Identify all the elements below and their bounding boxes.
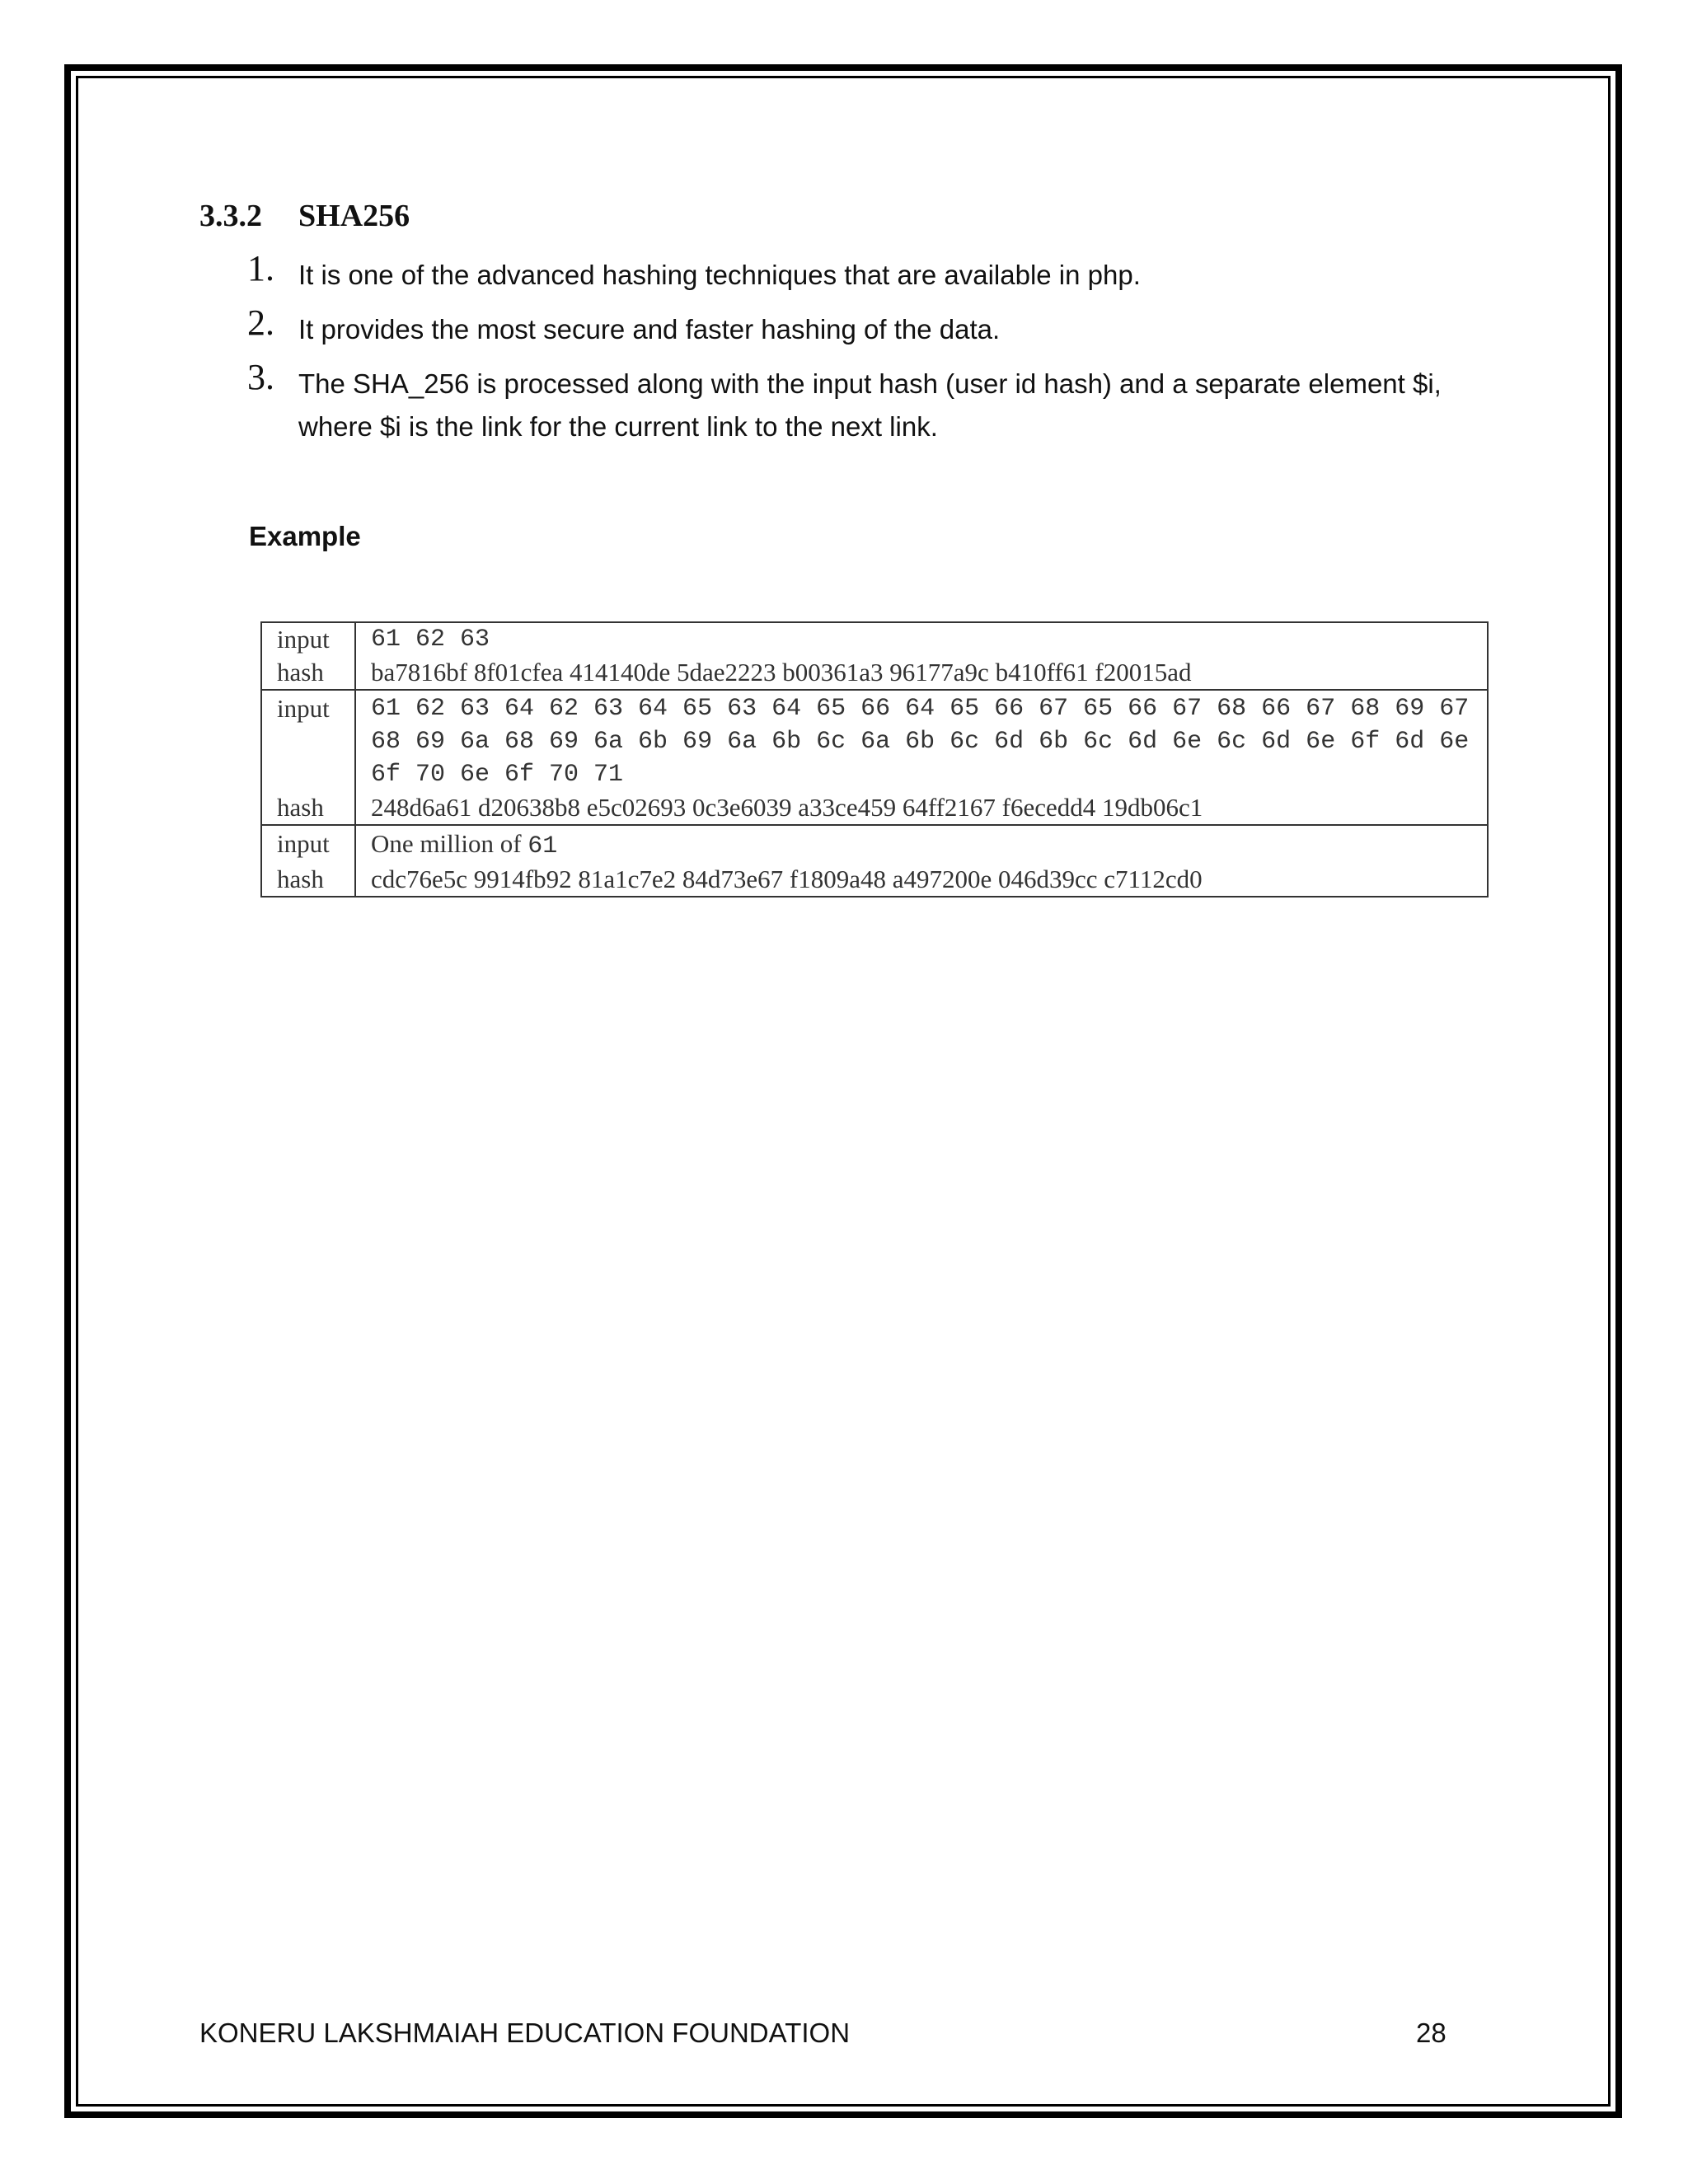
footer-organization: KONERU LAKSHMAIAH EDUCATION FOUNDATION — [199, 2018, 851, 2048]
list-marker: 3. — [247, 357, 274, 397]
list-item-text: The SHA_256 is processed along with the input hash (user id hash) and a separate element $i, where $i is the link for the current link to the next link. — [298, 368, 1442, 442]
row-label: hash — [261, 863, 355, 897]
input-value: 61 62 63 64 62 63 64 65 63 64 65 66 64 65 66 67 65 66 67 68 66 67 68 69 67 — [355, 690, 1488, 725]
table-row — [261, 690, 1488, 725]
sha256-test-vectors-table — [260, 621, 1489, 898]
list-marker: 2. — [247, 302, 274, 343]
hash-value: ba7816bf 8f01cfea 414140de 5dae2223 b00361a3 96177a9c b410ff61 f20015ad — [371, 658, 1192, 687]
list-item — [247, 357, 1517, 448]
section-heading — [199, 198, 410, 234]
row-label: input — [261, 825, 355, 863]
list-marker: 1. — [247, 248, 274, 288]
points-list — [247, 248, 1517, 460]
hash-value: cdc76e5c 9914fb92 81a1c7e2 84d73e67 f1809a48 a497200e 046d39cc c7112cd0 — [371, 865, 1203, 893]
input-value: 6f 70 6e 6f 70 71 — [371, 761, 624, 789]
table-row — [261, 758, 1488, 791]
table-row — [261, 791, 1488, 825]
row-label: hash — [261, 791, 355, 825]
input-value: 61 62 63 — [371, 626, 490, 654]
input-code: 61 — [528, 832, 558, 860]
row-label: hash — [261, 656, 355, 690]
list-item-text: It is one of the advanced hashing techniques that are available in php. — [298, 260, 1141, 290]
row-label: input — [261, 690, 355, 725]
section-number: 3.3.2 — [199, 199, 262, 233]
table-row — [261, 725, 1488, 758]
footer-page-number: 28 — [1416, 2018, 1447, 2048]
example-label: Example — [249, 521, 361, 551]
hash-value: 248d6a61 d20638b8 e5c02693 0c3e6039 a33ce459 64ff2167 f6ecedd4 19db06c1 — [371, 793, 1203, 822]
table-row — [261, 863, 1488, 897]
row-label: input — [261, 622, 355, 656]
table-row — [261, 656, 1488, 690]
table-row — [261, 622, 1488, 656]
row-label-empty — [261, 725, 355, 758]
list-item — [247, 248, 1517, 297]
input-text: One million of — [371, 829, 528, 858]
row-label-empty — [261, 758, 355, 791]
section-title: SHA256 — [298, 199, 410, 233]
input-value — [355, 825, 1488, 863]
list-item — [247, 302, 1517, 351]
input-value: 68 69 6a 68 69 6a 6b 69 6a 6b 6c 6a 6b 6c 6d 6b 6c 6d 6e 6c 6d 6e 6f 6d 6e — [371, 728, 1470, 756]
list-item-text: It provides the most secure and faster hashing of the data. — [298, 314, 1001, 344]
table-row — [261, 825, 1488, 863]
